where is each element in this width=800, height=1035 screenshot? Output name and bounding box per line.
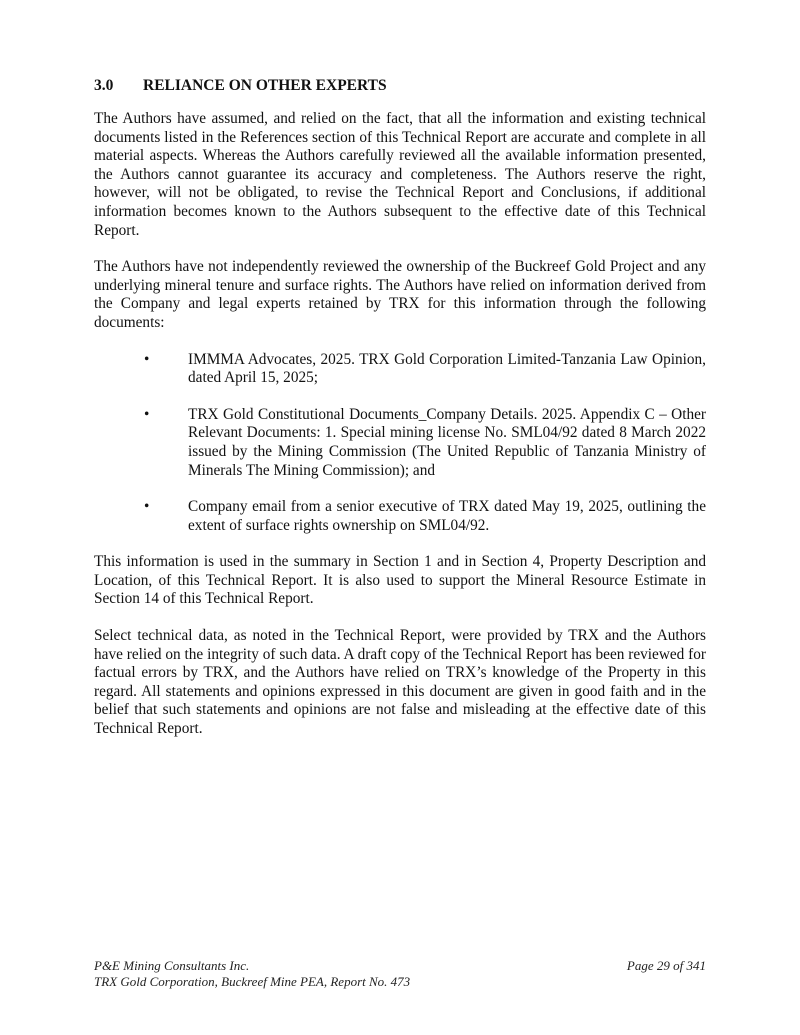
section-title: RELIANCE ON OTHER EXPERTS bbox=[143, 77, 387, 94]
list-item-text: IMMMA Advocates, 2025. TRX Gold Corporation Limited-Tanzania Law Opinion, dated April 15, 2025; bbox=[188, 350, 706, 387]
paragraph-technical-data: Select technical data, as noted in the Technical Report, were provided by TRX and the Authors have relied on the integrity of such data. A draft copy of the Technical Report has been reviewed for factual errors by TRX, and the Authors have relied on TRX’s knowledge of the Property in this regard. All statements and opinions expressed in this document are given in good faith and in the belief that such statements and opinions are not false and misleading at the effective date of this Technical Report. bbox=[94, 627, 706, 738]
list-item-text: TRX Gold Constitutional Documents_Company Details. 2025. Appendix C – Other Relevant Documents: 1. Special mining license No. SML04/92 dated 8 March 2022 issued by the Mining Commission (The United Republic of Tanzania Ministry of Minerals The Mining Commission); and bbox=[188, 405, 706, 479]
list-item bbox=[94, 498, 706, 535]
list-item bbox=[94, 406, 706, 480]
list-item-text: Company email from a senior executive of TRX dated May 19, 2025, outlining the extent of surface rights ownership on SML04/92. bbox=[188, 498, 706, 534]
footer-page-number: Page 29 of 341 bbox=[626, 958, 706, 973]
list-item bbox=[94, 351, 706, 388]
section-heading bbox=[94, 76, 706, 96]
paragraph-ownership: The Authors have not independently reviewed the ownership of the Buckreef Gold Project and any underlying mineral tenure and surface rights. The Authors have relied on information derived from the Company and legal experts retained by TRX for this information through the following documents: bbox=[94, 258, 706, 331]
section-number: 3.0 bbox=[94, 77, 114, 94]
bullet-icon: • bbox=[144, 405, 150, 423]
bullet-icon: • bbox=[144, 498, 150, 516]
paragraph-reliance-assumption: The Authors have assumed, and relied on the fact, that all the information and existing technical documents listed in the References section of this Technical Report are accurate and complete in all material aspects. Whereas the Authors carefully reviewed all the available information presented, the Authors cannot guarantee its accuracy and completeness. The Authors reserve the right, however, will not be obligated, to revise the Technical Report and Conclusions, if additional information becomes known to the Authors subsequent to the effective date of this Technical Report. bbox=[94, 110, 706, 239]
bullet-icon: • bbox=[144, 350, 150, 368]
footer-report: TRX Gold Corporation, Buckreef Mine PEA, Report No. 473 bbox=[94, 974, 411, 989]
paragraph-usage: This information is used in the summary in Section 1 and in Section 4, Property Description and Location, of this Technical Report. It is also used to support the Mineral Resource Estimate in Section 14 of this Technical Report. bbox=[94, 553, 706, 608]
page-footer bbox=[94, 958, 706, 990]
document-page bbox=[94, 76, 706, 757]
footer-company: P&E Mining Consultants Inc. bbox=[94, 958, 250, 973]
documents-list bbox=[94, 351, 706, 536]
